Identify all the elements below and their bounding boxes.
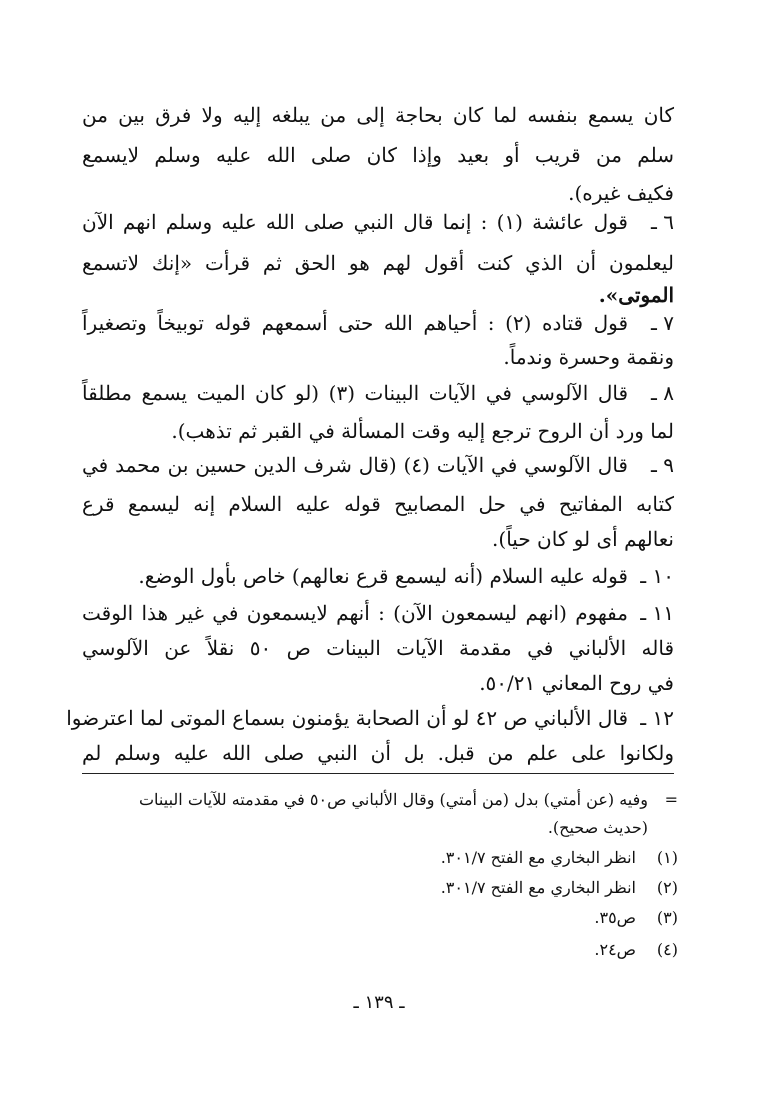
- footnote-1-text: انظر البخاري مع الفتح ٣٠١/٧.: [440, 848, 636, 867]
- item-9-line-2: كتابه المفاتيح في حل المصابيح قوله عليه السلام إنه ليسمع قرع: [82, 492, 675, 516]
- item-11-line-2: قاله الألباني في مقدمة الآيات البينات ص ٥٠ نقلاً عن الآلوسي: [82, 636, 674, 660]
- item-7-line-2: ونقمة وحسرة وندماً.: [503, 345, 674, 369]
- item-10-number: ١٠ ـ: [640, 564, 674, 588]
- item-8-line-2: لما ورد أن الروح ترجع إليه وقت المسألة في القبر ثم تذهب).: [171, 419, 674, 443]
- footnote-separator: [82, 773, 674, 774]
- item-7-number: ٧ ـ: [651, 311, 674, 335]
- footnote-3-mark: (٣): [656, 908, 678, 927]
- item-11-number: ١١ ـ: [640, 601, 674, 625]
- item-12-line-2: ولكانوا على علم من قبل. بل أن النبي صلى الله عليه وسلم لم: [82, 741, 674, 765]
- footnote-4-text: ص٢٤.: [594, 940, 636, 959]
- item-9-line-1: قال الآلوسي في الآيات (٤) (قال شرف الدين حسين بن محمد في: [82, 453, 628, 477]
- page-number: ـ ١٣٩ ـ: [353, 992, 405, 1013]
- footnote-continuation-line-1: وفيه (عن أمتي) بدل (من أمتي) وقال الألباني ص٥٠ في مقدمته للآيات البينات: [138, 790, 648, 809]
- footnote-continuation-line-2: (حديث صحيح).: [547, 818, 648, 837]
- item-6-line-3: الموتى».: [598, 283, 674, 307]
- footnote-4-mark: (٤): [656, 940, 678, 959]
- footnote-2-text: انظر البخاري مع الفتح ٣٠١/٧.: [440, 878, 636, 897]
- footnote-continuation-mark: =: [664, 790, 678, 809]
- item-6-line-2: ليعلمون أن الذي كنت أقول لهم هو الحق ثم قرأت «إنك لاتسمع: [82, 251, 674, 275]
- footnote-2-mark: (٢): [656, 878, 678, 897]
- item-11-line-1: مفهوم (انهم ليسمعون الآن) : أنهم لايسمعون في غير هذا الوقت: [82, 601, 628, 625]
- item-9-number: ٩ ـ: [651, 453, 674, 477]
- item-12-number: ١٢ ـ: [640, 706, 674, 730]
- item-8-line-1: قال الآلوسي في الآيات البينات (٣) (لو كان الميت يسمع مطلقاً: [82, 381, 628, 405]
- item-12-line-1: قال الألباني ص ٤٢ لو أن الصحابة يؤمنون بسماع الموتى لما اعترضوا: [66, 706, 628, 730]
- item-8-number: ٨ ـ: [651, 381, 674, 405]
- item-10-line-1: قوله عليه السلام (أنه ليسمع قرع نعالهم) خاص بأول الوضع.: [138, 564, 628, 588]
- item-6-number: ٦ ـ: [651, 210, 674, 234]
- intro-line-2: سلم من قريب أو بعيد وإذا كان صلى الله عليه وسلم لايسمع: [82, 143, 674, 167]
- footnote-3-text: ص٣٥.: [594, 908, 636, 927]
- footnote-1-mark: (١): [656, 848, 678, 867]
- intro-line-3: فكيف غيره).: [568, 181, 674, 205]
- item-7-line-1: قول قتاده (٢) : أحياهم الله حتى أسمعهم قوله توبيخاً وتصغيراً: [82, 311, 629, 335]
- intro-line-1: كان يسمع بنفسه لما كان بحاجة إلى من يبلغه إليه ولا فرق بين من: [82, 103, 674, 127]
- item-9-line-3: نعالهم أى لو كان حياً).: [492, 527, 674, 551]
- item-6-line-1: قول عائشة (١) : إنما قال النبي صلى الله عليه وسلم انهم الآن: [82, 210, 628, 234]
- item-11-line-3: في روح المعاني ٥٠/٢١.: [479, 671, 674, 695]
